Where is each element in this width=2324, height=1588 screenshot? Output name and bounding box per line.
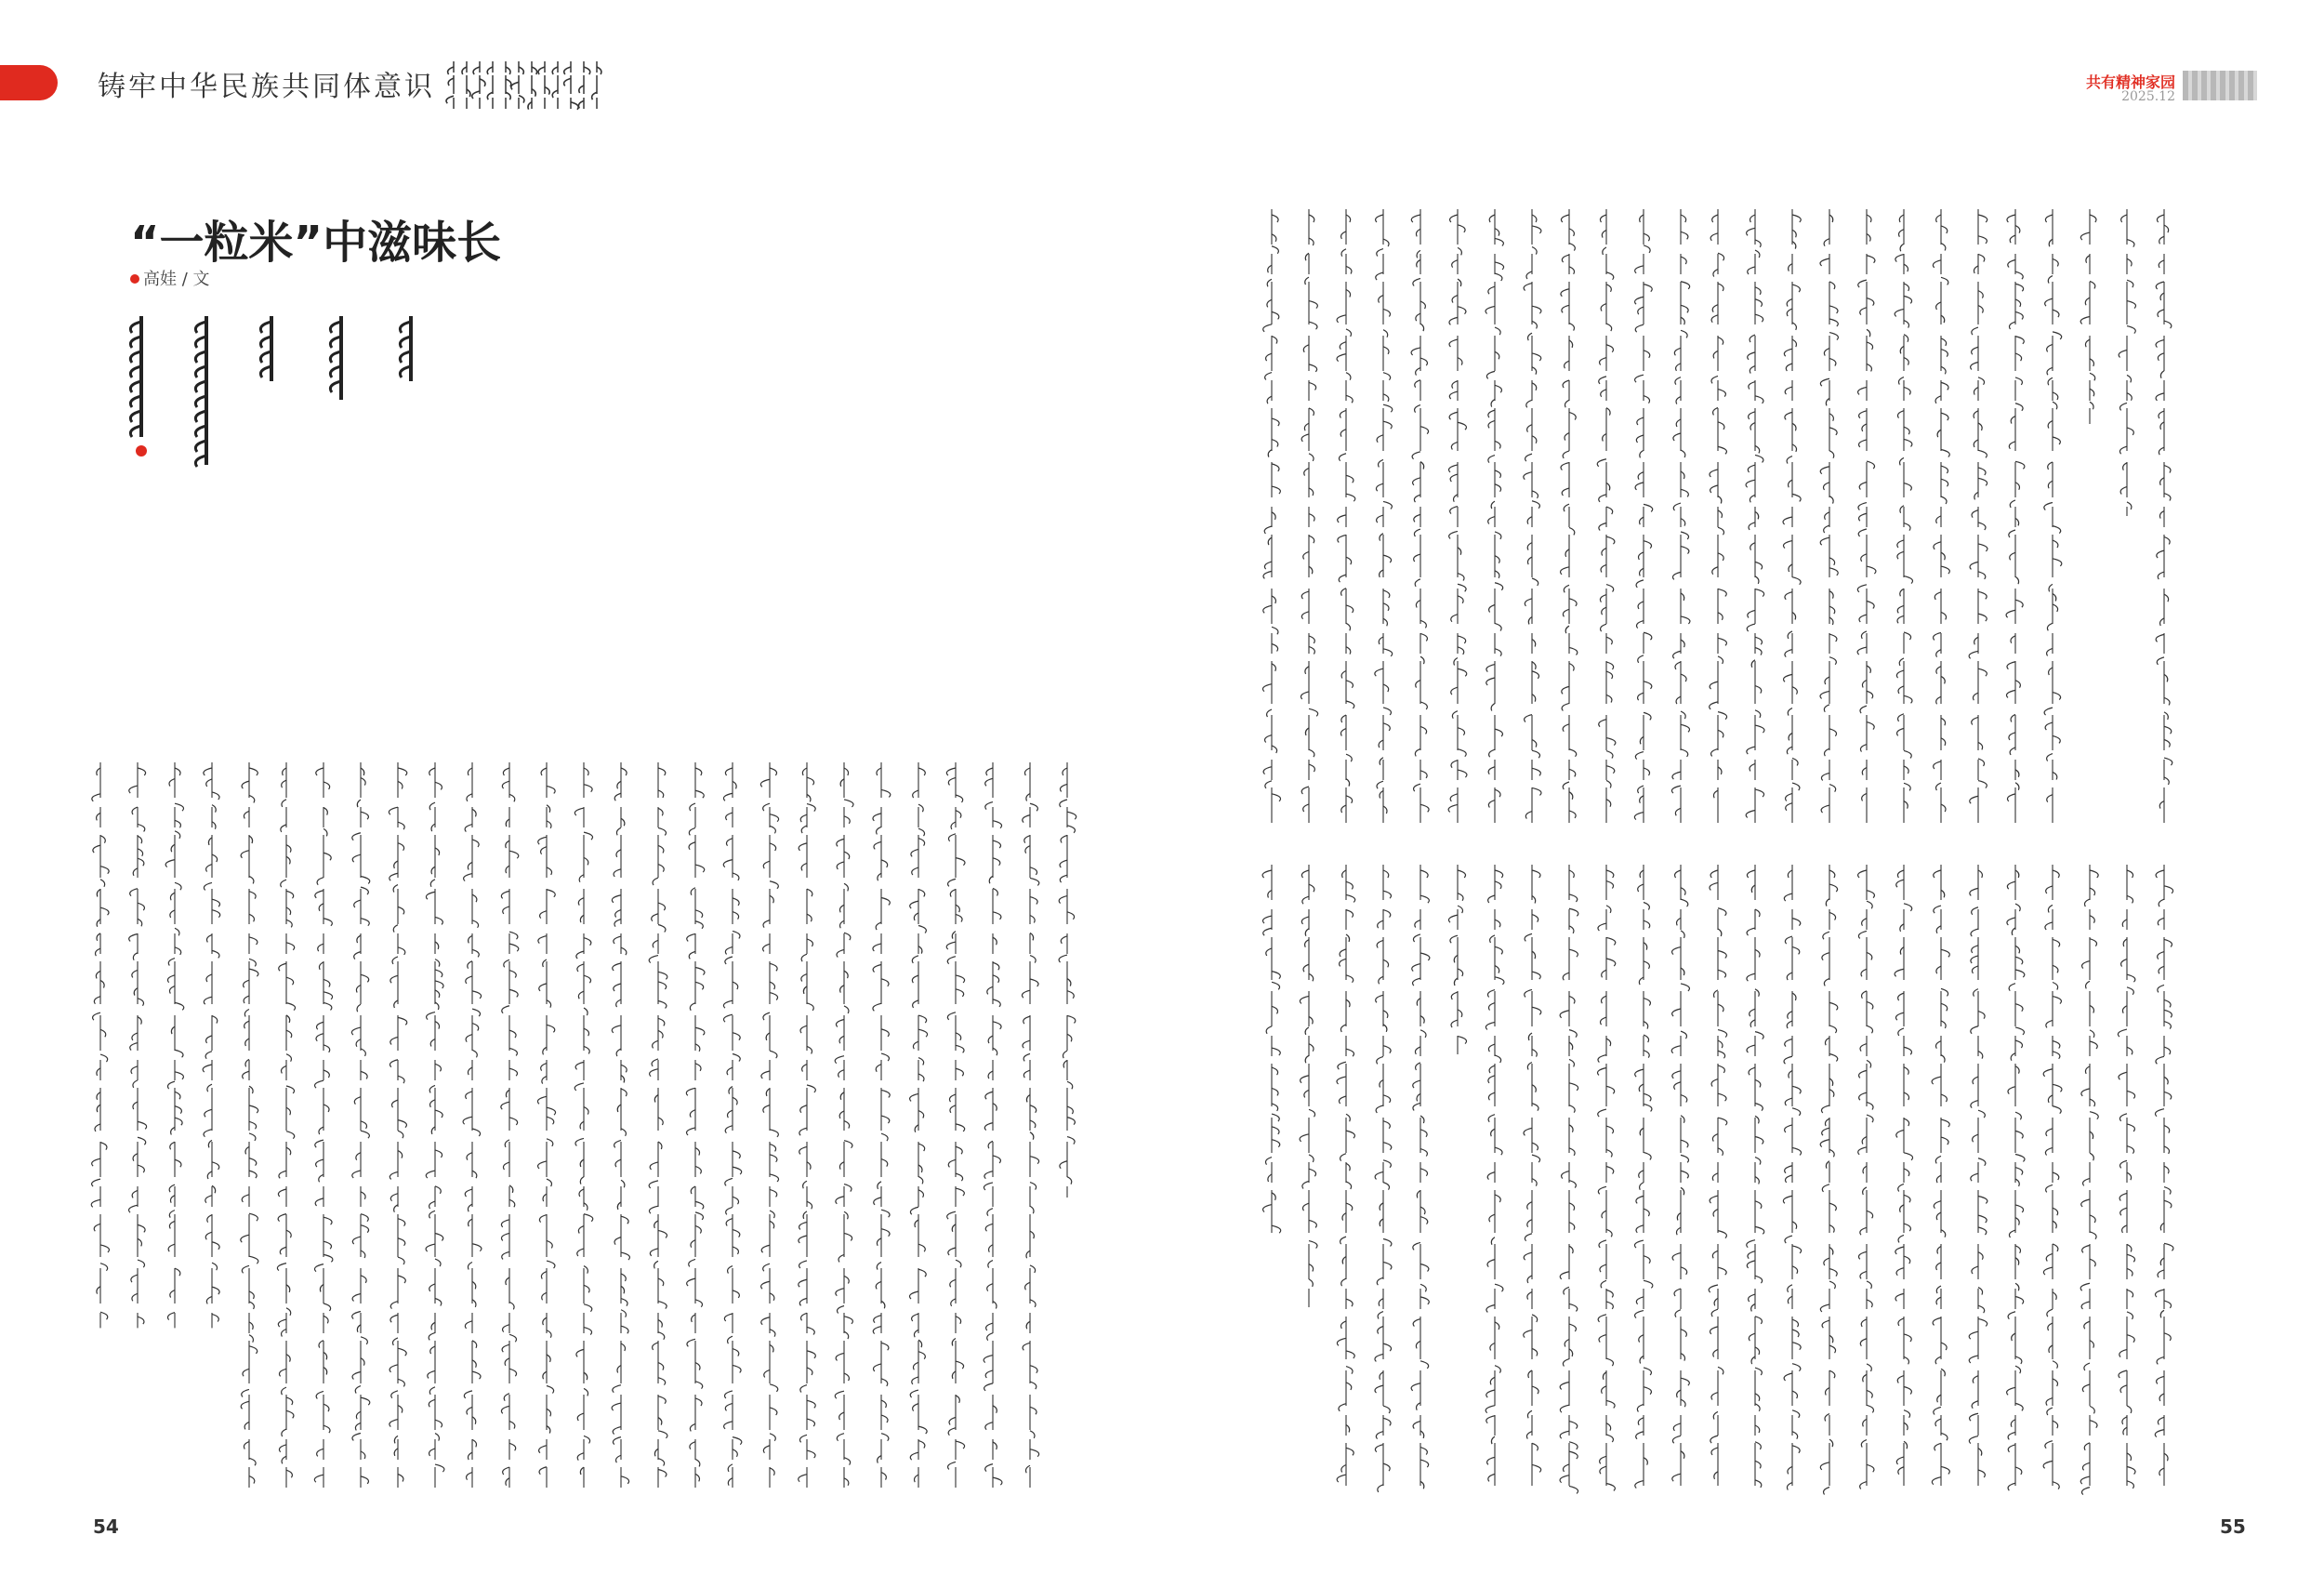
text-column [1059, 762, 1076, 1198]
text-column [1969, 209, 1987, 823]
text-column [1337, 209, 1355, 823]
title-glyph-column [130, 316, 141, 437]
text-column [1746, 209, 1764, 823]
text-column [1820, 865, 1838, 1497]
title-glyph-column [260, 316, 271, 381]
text-column [501, 762, 519, 1488]
section-color-bar [0, 65, 58, 100]
text-column [463, 762, 482, 1488]
text-column [91, 762, 109, 1328]
right-page-number: 55 [2220, 1515, 2246, 1538]
text-column [314, 762, 333, 1488]
text-column [241, 762, 258, 1488]
text-column [277, 762, 295, 1488]
text-column [2156, 209, 2172, 823]
text-column [1411, 209, 1429, 823]
text-column [909, 762, 927, 1488]
title-glyph-column [330, 316, 341, 400]
text-column [1710, 209, 1727, 823]
text-column [472, 61, 485, 112]
text-column [1709, 865, 1727, 1497]
right-page-lower-body-text [1264, 865, 2212, 1497]
text-column [426, 762, 444, 1488]
text-column [1337, 865, 1355, 1497]
text-column [1895, 209, 1912, 823]
title-glyph-column [195, 316, 206, 467]
text-column [799, 762, 816, 1488]
text-column [2119, 209, 2135, 516]
text-column [552, 61, 558, 112]
text-column [129, 762, 147, 1328]
text-column [1375, 209, 1393, 823]
text-column [592, 61, 601, 112]
mongolian-series-title [446, 61, 725, 117]
text-column [537, 762, 555, 1488]
text-column [1022, 762, 1038, 1488]
text-column [1933, 209, 1949, 823]
text-column [1858, 865, 1875, 1497]
text-column [1375, 865, 1392, 1497]
text-column [2155, 865, 2173, 1497]
left-page-body-text [93, 762, 1097, 1497]
text-column [1634, 209, 1652, 823]
magazine-badge: 共有精神家园 [2085, 73, 2175, 91]
author-bullet-icon [136, 445, 147, 457]
text-column [984, 762, 1002, 1488]
text-column [487, 61, 493, 112]
text-column [2080, 209, 2096, 424]
title-glyph-column [400, 316, 411, 381]
text-column [2007, 865, 2025, 1497]
text-column [351, 762, 369, 1488]
text-column [2080, 865, 2098, 1497]
text-column [1671, 865, 1689, 1497]
magazine-logo-icon [2183, 71, 2257, 100]
text-column [564, 61, 579, 112]
right-page-upper-body-text [1264, 209, 2212, 832]
text-column [686, 762, 705, 1488]
text-column [1597, 209, 1616, 823]
left-page-number: 54 [93, 1515, 119, 1538]
text-column [389, 762, 406, 1488]
author-name: 高娃 / 文 [143, 270, 210, 289]
mongolian-article-title [121, 316, 474, 521]
text-column [1747, 865, 1764, 1497]
text-column [2006, 209, 2025, 823]
text-column [1448, 865, 1466, 1054]
text-column [1932, 865, 1949, 1497]
text-column [723, 762, 742, 1488]
text-column [1524, 865, 1541, 1497]
article-title: “一粒米”中滋味长 [130, 217, 502, 269]
text-column [612, 762, 629, 1488]
text-column [2044, 209, 2062, 823]
text-column [538, 61, 549, 112]
text-column [1895, 865, 1912, 1497]
text-column [165, 762, 184, 1328]
author-bullet-icon [130, 274, 139, 284]
text-column [1820, 209, 1838, 823]
text-column [506, 61, 511, 112]
text-column [1783, 865, 1801, 1497]
author-line [130, 266, 210, 290]
text-column [1301, 209, 1317, 823]
text-column [1262, 209, 1280, 823]
text-column [1671, 209, 1690, 823]
text-column [1560, 865, 1578, 1497]
text-column [578, 61, 589, 112]
text-column [1411, 865, 1430, 1497]
issue-date: 2025.12 [2121, 89, 2175, 104]
text-column [873, 762, 891, 1488]
text-column [835, 762, 853, 1488]
text-column [1486, 209, 1504, 823]
text-column [462, 61, 470, 112]
text-column [2043, 865, 2062, 1497]
text-column [1486, 865, 1504, 1497]
text-column [649, 762, 667, 1488]
text-column [2118, 865, 2135, 1497]
text-column [760, 762, 778, 1488]
text-column [1524, 209, 1541, 823]
text-column [1783, 209, 1801, 823]
text-column [1634, 865, 1652, 1497]
text-column [446, 61, 454, 112]
text-column [1262, 865, 1281, 1244]
series-title: 铸牢中华民族共同体意识 [98, 71, 435, 103]
text-column [1598, 865, 1616, 1497]
text-column [946, 762, 965, 1488]
text-column [528, 61, 537, 112]
text-column [1857, 209, 1876, 823]
text-column [203, 762, 220, 1328]
text-column [1969, 865, 1987, 1497]
text-column [1561, 209, 1578, 823]
text-column [511, 61, 524, 112]
text-column [1300, 865, 1317, 1307]
text-column [1448, 209, 1467, 823]
text-column [574, 762, 592, 1488]
